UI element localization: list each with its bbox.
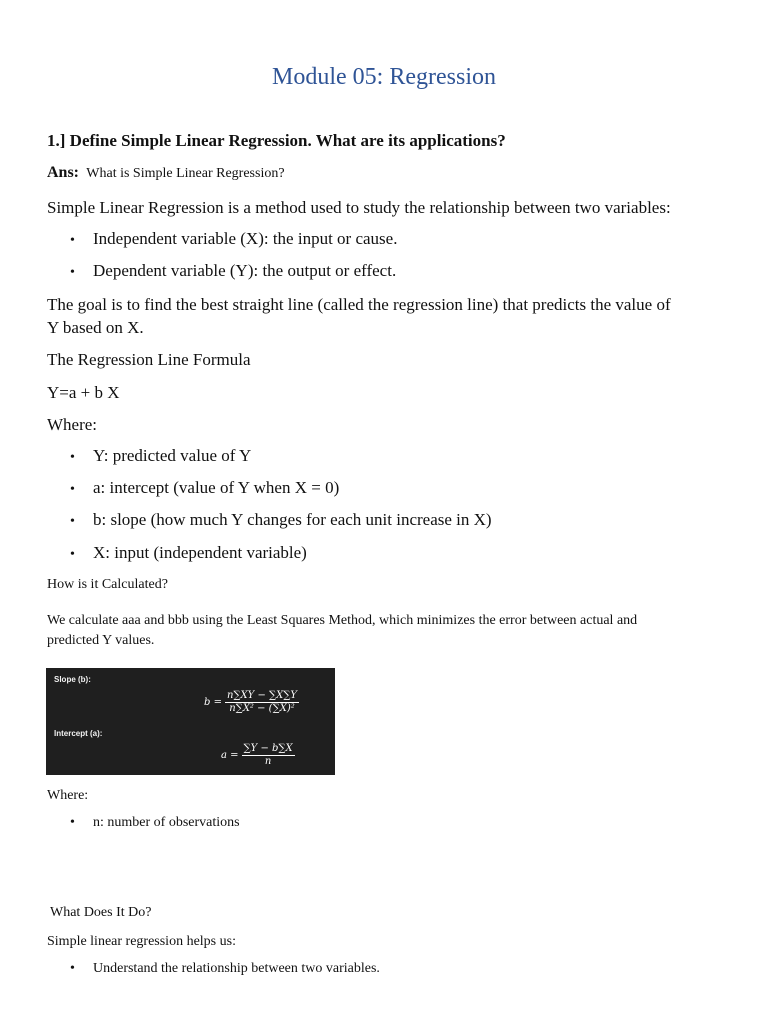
answer-line bbox=[47, 164, 285, 182]
bullet-icon: • bbox=[70, 547, 75, 562]
slope-denominator: n∑X² − (∑X)² bbox=[229, 703, 295, 714]
n-definition: n: number of observations bbox=[93, 815, 240, 830]
calc-line-2: predicted Y values. bbox=[47, 633, 155, 648]
term-item: X: input (independent variable) bbox=[93, 543, 307, 562]
regression-formula: Y=a + b X bbox=[47, 383, 120, 402]
intercept-denominator: n bbox=[264, 756, 272, 767]
slope-formula bbox=[204, 690, 299, 715]
term-item: Y: predicted value of Y bbox=[93, 446, 252, 465]
bullet-icon: • bbox=[70, 815, 75, 830]
how-heading: How is it Calculated? bbox=[47, 577, 168, 592]
term-item: a: intercept (value of Y when X = 0) bbox=[93, 478, 340, 497]
term-item: b: slope (how much Y changes for each unit increase in X) bbox=[93, 510, 492, 529]
does-heading: What Does It Do? bbox=[50, 905, 152, 920]
variable-item: Dependent variable (Y): the output or effect. bbox=[93, 261, 397, 280]
intercept-numerator: ∑Y − b∑X bbox=[243, 743, 293, 754]
question-heading: 1.] Define Simple Linear Regression. What are its applications? bbox=[47, 131, 506, 150]
answer-label: Ans: bbox=[47, 164, 80, 181]
bullet-icon: • bbox=[70, 514, 75, 529]
slope-fraction bbox=[225, 690, 299, 715]
formula-image bbox=[46, 668, 335, 775]
answer-subtitle: What is Simple Linear Regression? bbox=[86, 166, 285, 181]
where-label: Where: bbox=[47, 415, 98, 434]
slope-label: Slope (b): bbox=[54, 675, 91, 684]
where-label-2: Where: bbox=[47, 788, 89, 803]
intro-paragraph: Simple Linear Regression is a method used to study the relationship between two variables: bbox=[47, 198, 671, 217]
variable-item: Independent variable (X): the input or cause. bbox=[93, 229, 398, 248]
bullet-icon: • bbox=[70, 961, 75, 976]
bullet-icon: • bbox=[70, 233, 75, 248]
bullet-icon: • bbox=[70, 482, 75, 497]
slope-numerator: n∑XY − ∑X∑Y bbox=[226, 690, 298, 701]
bullet-icon: • bbox=[70, 265, 75, 280]
helps-line: Simple linear regression helps us: bbox=[47, 934, 236, 949]
bullet-icon: • bbox=[70, 450, 75, 465]
use-item: Understand the relationship between two variables. bbox=[93, 961, 380, 976]
intercept-formula bbox=[221, 743, 295, 768]
goal-line-2: Y based on X. bbox=[47, 318, 144, 337]
page-title: Module 05: Regression bbox=[272, 64, 496, 90]
intercept-fraction bbox=[242, 743, 295, 768]
calc-line-1: We calculate aaa and bbb using the Least Squares Method, which minimizes the error between actual and bbox=[47, 613, 638, 628]
formula-heading: The Regression Line Formula bbox=[47, 350, 251, 369]
intercept-label: Intercept (a): bbox=[54, 729, 103, 738]
slope-lhs: b = bbox=[204, 697, 222, 708]
goal-line-1: The goal is to find the best straight line (called the regression line) that predicts the value of bbox=[47, 295, 671, 314]
intercept-lhs: a = bbox=[221, 750, 239, 761]
